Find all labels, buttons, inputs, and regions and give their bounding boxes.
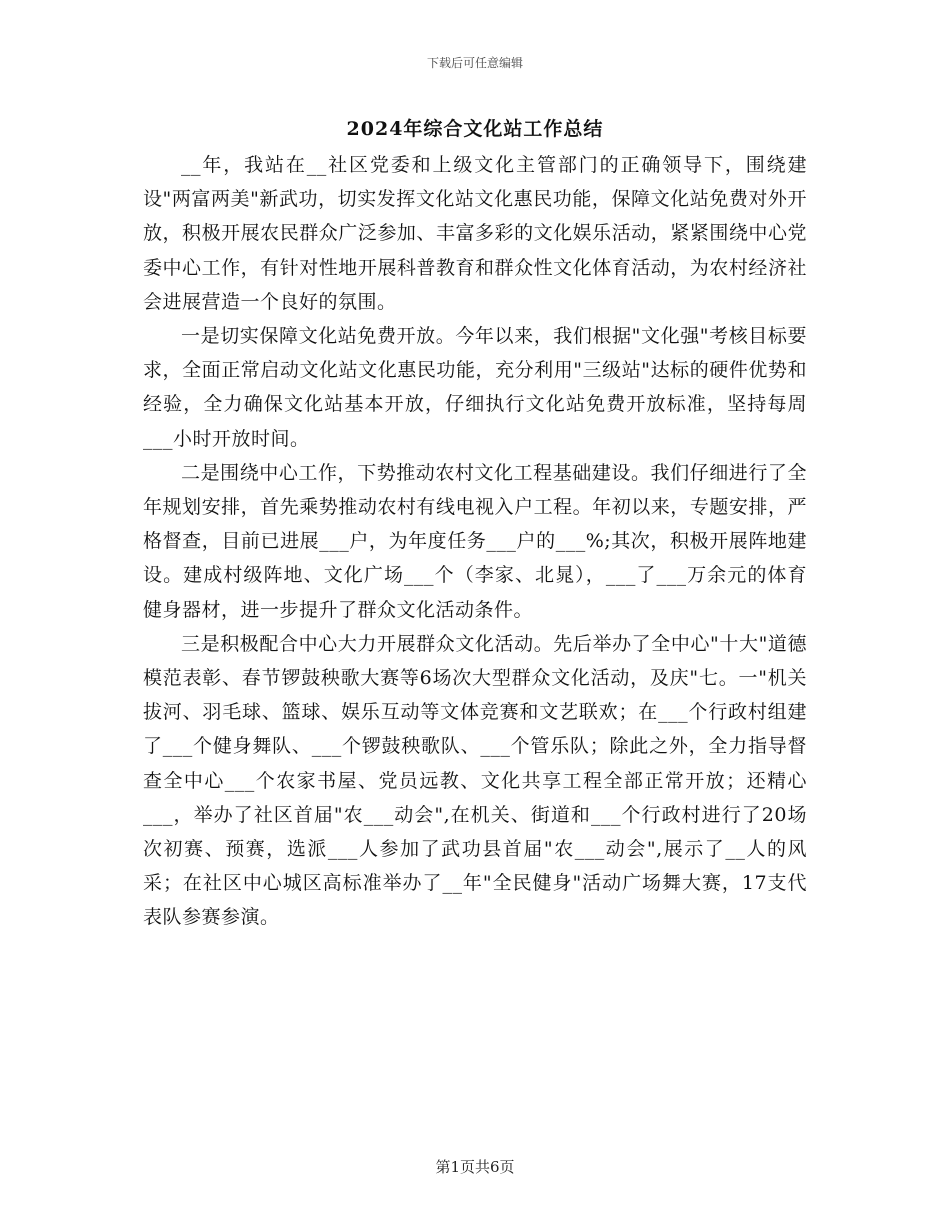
page-header: 下载后可任意编辑 [426, 56, 523, 70]
document-title: 2024年综合文化站工作总结 [346, 118, 604, 140]
paragraph-one: 一是切实保障文化站免费开放。今年以来，我们根据"文化强"考核目标要求，全面正常启动文化站文化惠民功能，充分利用"三级站"达标的硬件优势和经验，全力确保文化站基本开放，仔细执行文化站免费开放标准，坚持每周___小时开放时间。 [143, 325, 807, 450]
document-body [143, 148, 807, 935]
paragraph-two: 二是围绕中心工作，下势推动农村文化工程基础建设。我们仔细进行了全年规划安排，首先乘势推动农村有线电视入户工程。年初以来，专题安排，严格督查，目前已进展___户，为年度任务___户的___%;其次，积极开展阵地建设。建成村级阵地、文化广场___个（李家、北晁），___了___万余元的体育健身器材，进一步提升了群众文化活动条件。 [143, 461, 807, 621]
paragraph-three: 三是积极配合中心大力开展群众文化活动。先后举办了全中心"十大"道德模范表彰、春节锣鼓秧歌大赛等6场次大型群众文化活动，及庆"七。一"机关拔河、羽毛球、篮球、娱乐互动等文体竞赛和文艺联欢；在___个行政村组建了___个健身舞队、___个锣鼓秧歌队、___个管乐队；除此之外，全力指导督查全中心___个农家书屋、党员远教、文化共享工程全部正常开放；还精心___，举办了社区首届"农___动会",在机关、街道和___个行政村进行了20场次初赛、预赛，选派___人参加了武功县首届"农___动会",展示了__人的风采；在社区中心城区高标准举办了__年"全民健身"活动广场舞大赛，17支代表队参赛参演。 [143, 632, 807, 929]
page-footer: 第1页共6页 [435, 1158, 515, 1176]
paragraph-intro: __年，我站在__社区党委和上级文化主管部门的正确领导下，围绕建设"两富两美"新武功，切实发挥文化站文化惠民功能，保障文化站免费对外开放，积极开展农民群众广泛参加、丰富多彩的文化娱乐活动，紧紧围绕中心党委中心工作，有针对性地开展科普教育和群众性文化体育活动，为农村经济社会进展营造一个良好的氛围。 [143, 154, 807, 313]
